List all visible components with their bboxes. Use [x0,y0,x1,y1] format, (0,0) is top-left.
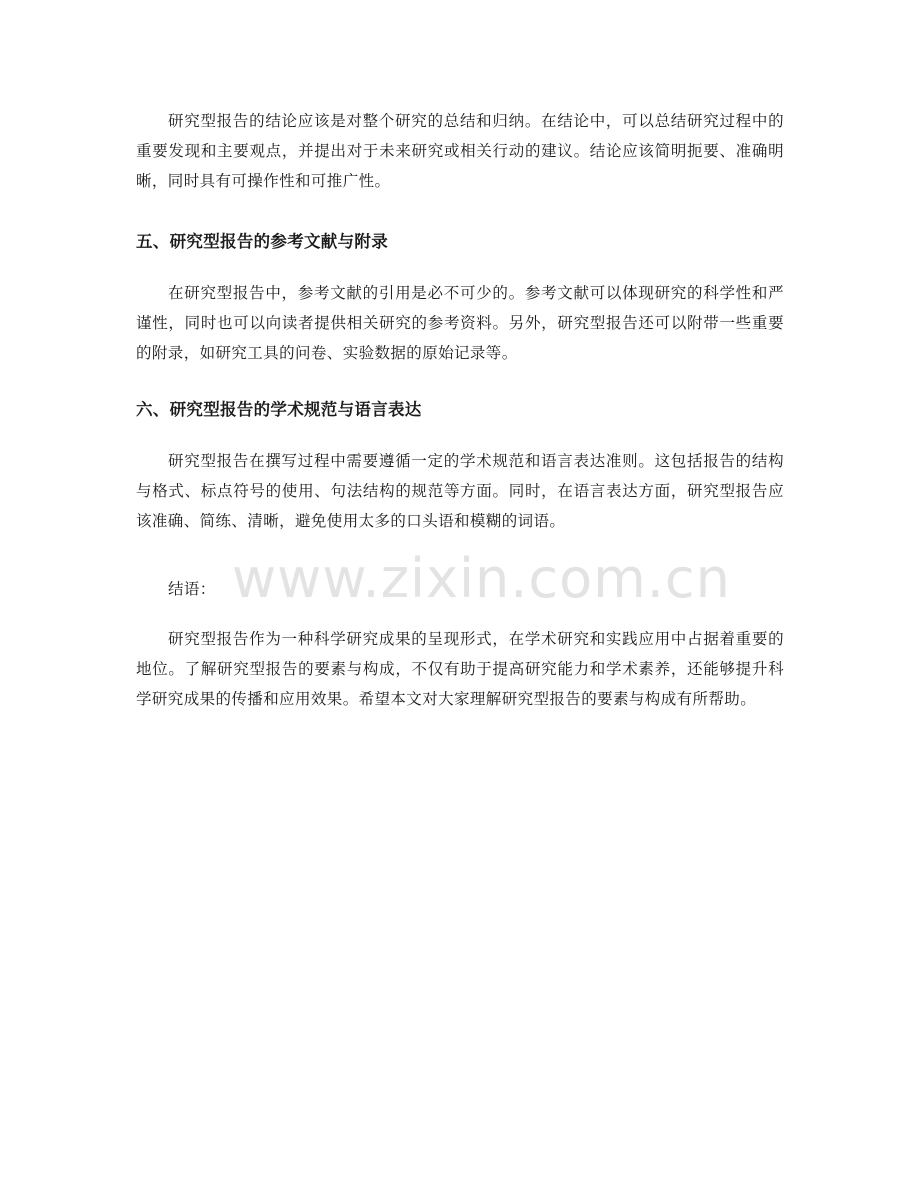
section-heading-norms: 六、研究型报告的学术规范与语言表达 [136,400,422,419]
section-heading-references: 五、研究型报告的参考文献与附录 [136,232,388,251]
paragraph-norms: 研究型报告在撰写过程中需要遵循一定的学术规范和语言表达准则。这包括报告的结构与格式、标点符号的使用、句法结构的规范等方面。同时，在语言表达方面，研究型报告应该准确、简练、清晰，避免使用太多的口头语和模糊的词语。 [136,452,784,530]
paragraph-references: 在研究型报告中，参考文献的引用是必不可少的。参考文献可以体现研究的科学性和严谨性，同时也可以向读者提供相关研究的参考资料。另外，研究型报告还可以附带一些重要的附录，如研究工具的问卷、实验数据的原始记录等。 [136,284,784,362]
paragraph-closing-block [136,624,784,714]
paragraph-closing: 研究型报告作为一种科学研究成果的呈现形式，在学术研究和实践应用中占据着重要的地位。了解研究型报告的要素与构成，不仅有助于提高研究能力和学术素养，还能够提升科学研究成果的传播和应用效果。希望本文对大家理解研究型报告的要素与构成有所帮助。 [136,630,784,708]
paragraph-norms-block [136,446,784,536]
closing-label-block [136,574,784,604]
paragraph-conclusion: 研究型报告的结论应该是对整个研究的总结和归纳。在结论中，可以总结研究过程中的重要发现和主要观点，并提出对于未来研究或相关行动的建议。结论应该简明扼要、准确明晰，同时具有可操作性和可推广性。 [136,112,784,190]
closing-label: 结语： [168,580,216,598]
watermark-text: www.zixin.com.cn [232,547,731,610]
